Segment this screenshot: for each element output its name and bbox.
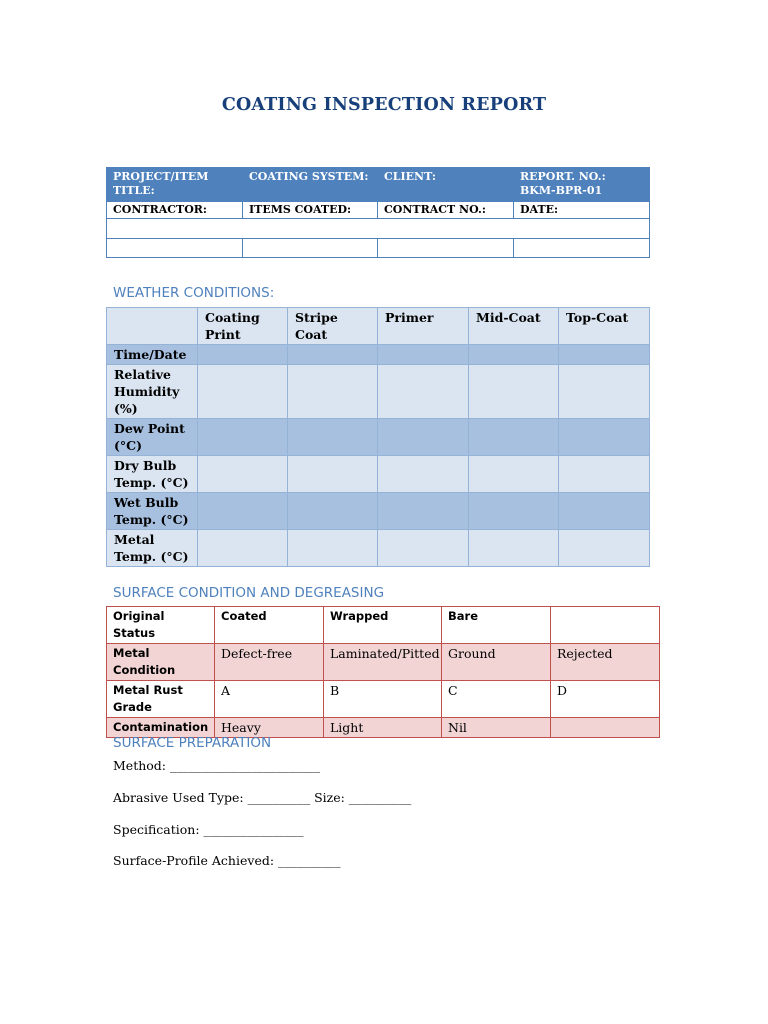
weather-heading: WEATHER CONDITIONS: xyxy=(113,285,275,301)
data-cell[interactable] xyxy=(559,365,650,419)
row-header: Original Status xyxy=(107,607,215,644)
items-coated-value-cell[interactable] xyxy=(243,239,378,258)
project-item-title-label: PROJECT/ITEM TITLE: xyxy=(107,168,243,202)
contract-no-label: CONTRACT NO.: xyxy=(378,202,514,219)
option-cell[interactable] xyxy=(551,718,660,738)
data-cell[interactable] xyxy=(378,493,469,530)
surface-condition-table xyxy=(106,606,660,738)
column-header: Coating Print xyxy=(198,308,288,345)
report-title: COATING INSPECTION REPORT xyxy=(221,95,547,115)
option-cell[interactable]: Light xyxy=(324,718,442,738)
option-cell[interactable]: Coated xyxy=(215,607,324,644)
data-cell[interactable] xyxy=(198,530,288,567)
surface-profile-line[interactable]: Surface-Profile Achieved: __________ xyxy=(113,853,341,868)
column-header: Primer xyxy=(378,308,469,345)
preparation-heading: SURFACE PREPARATION xyxy=(113,735,272,751)
column-header: Mid-Coat xyxy=(469,308,559,345)
data-cell[interactable] xyxy=(288,419,378,456)
client-label: CLIENT: xyxy=(378,168,514,202)
row-header: Dew Point (°C) xyxy=(107,419,198,456)
data-cell[interactable] xyxy=(198,345,288,365)
data-cell[interactable] xyxy=(198,365,288,419)
data-cell[interactable] xyxy=(559,493,650,530)
data-cell[interactable] xyxy=(378,456,469,493)
column-header: Stripe Coat xyxy=(288,308,378,345)
option-cell[interactable]: A xyxy=(215,681,324,718)
project-info-table xyxy=(106,167,650,258)
option-cell[interactable] xyxy=(551,607,660,644)
abrasive-line[interactable]: Abrasive Used Type: __________ Size: __________ xyxy=(113,790,412,805)
contractor-label: CONTRACTOR: xyxy=(107,202,243,219)
data-cell[interactable] xyxy=(378,345,469,365)
contractor-value-cell[interactable] xyxy=(107,239,243,258)
data-cell[interactable] xyxy=(378,419,469,456)
column-header: Top-Coat xyxy=(559,308,650,345)
data-cell[interactable] xyxy=(469,493,559,530)
row-header: Contamination xyxy=(107,718,215,738)
option-cell[interactable]: D xyxy=(551,681,660,718)
weather-table xyxy=(106,307,650,567)
data-cell[interactable] xyxy=(288,493,378,530)
row-header: Time/Date xyxy=(107,345,198,365)
data-cell[interactable] xyxy=(469,345,559,365)
coating-system-label: COATING SYSTEM: xyxy=(243,168,378,202)
data-cell[interactable] xyxy=(559,345,650,365)
data-cell[interactable] xyxy=(559,456,650,493)
row-header: Dry Bulb Temp. (°C) xyxy=(107,456,198,493)
date-value-cell[interactable] xyxy=(514,239,650,258)
date-label: DATE: xyxy=(514,202,650,219)
option-cell[interactable]: Rejected xyxy=(551,644,660,681)
row-header: Metal Rust Grade xyxy=(107,681,215,718)
option-cell[interactable]: Wrapped xyxy=(324,607,442,644)
data-cell[interactable] xyxy=(198,493,288,530)
data-cell[interactable] xyxy=(469,365,559,419)
data-cell[interactable] xyxy=(288,365,378,419)
row-header: Metal Condition xyxy=(107,644,215,681)
option-cell[interactable]: Laminated/Pitted xyxy=(324,644,442,681)
method-line[interactable]: Method: ________________________ xyxy=(113,758,320,773)
option-cell[interactable]: Nil xyxy=(442,718,551,738)
surface-heading: SURFACE CONDITION AND DEGREASING xyxy=(113,585,385,601)
option-cell[interactable]: B xyxy=(324,681,442,718)
blank-row[interactable] xyxy=(107,219,650,239)
row-header: Metal Temp. (°C) xyxy=(107,530,198,567)
option-cell[interactable]: C xyxy=(442,681,551,718)
data-cell[interactable] xyxy=(469,419,559,456)
option-cell[interactable]: Ground xyxy=(442,644,551,681)
data-cell[interactable] xyxy=(378,530,469,567)
row-header: Relative Humidity (%) xyxy=(107,365,198,419)
data-cell[interactable] xyxy=(288,456,378,493)
specification-line[interactable]: Specification: ________________ xyxy=(113,822,304,837)
data-cell[interactable] xyxy=(469,530,559,567)
items-coated-label: ITEMS COATED: xyxy=(243,202,378,219)
data-cell[interactable] xyxy=(288,345,378,365)
data-cell[interactable] xyxy=(198,456,288,493)
option-cell[interactable]: Heavy xyxy=(215,718,324,738)
option-cell[interactable]: Bare xyxy=(442,607,551,644)
weather-corner-cell xyxy=(107,308,198,345)
contract-no-value-cell[interactable] xyxy=(378,239,514,258)
data-cell[interactable] xyxy=(559,419,650,456)
data-cell[interactable] xyxy=(469,456,559,493)
option-cell[interactable]: Defect-free xyxy=(215,644,324,681)
data-cell[interactable] xyxy=(378,365,469,419)
report-number-label: REPORT. NO.: BKM-BPR-01 xyxy=(514,168,650,202)
row-header: Wet Bulb Temp. (°C) xyxy=(107,493,198,530)
data-cell[interactable] xyxy=(198,419,288,456)
data-cell[interactable] xyxy=(288,530,378,567)
data-cell[interactable] xyxy=(559,530,650,567)
